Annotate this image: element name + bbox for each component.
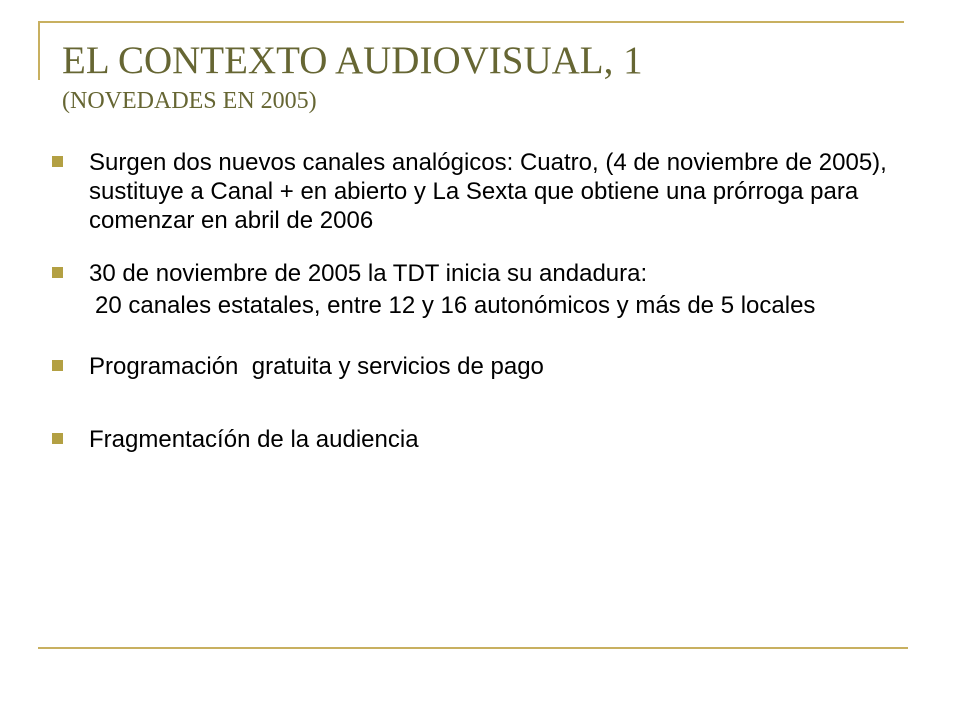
square-bullet-icon [52,267,63,278]
title-subtitle: (NOVEDADES EN 2005) [62,88,317,114]
top-rule [38,21,904,23]
bottom-rule [38,647,908,649]
title-main: EL CONTEXTO AUDIOVISUAL, 1 [62,39,643,82]
bullet-subtext: 20 canales estatales, entre 12 y 16 autonómicos y más de 5 locales [95,292,816,319]
bullet-item [52,425,892,454]
square-bullet-icon [52,360,63,371]
bullet-list [52,148,892,454]
bullet-item [52,259,892,320]
left-rule [38,22,40,80]
square-bullet-icon [52,156,63,167]
bullet-text: Programación gratuita y servicios de pago [89,353,544,380]
slide-title [62,38,643,118]
bullet-item [52,352,892,381]
bullet-text: Surgen dos nuevos canales analógicos: Cuatro, (4 de noviembre de 2005), sustituye a Canal + en abierto y La Sexta que obtiene una prórroga para comenzar en abril de 2006 [89,149,887,234]
bullet-text: Fragmentacíón de la audiencia [89,426,419,453]
bullet-text: 30 de noviembre de 2005 la TDT inicia su andadura: [89,260,648,287]
square-bullet-icon [52,433,63,444]
bullet-item [52,148,892,235]
